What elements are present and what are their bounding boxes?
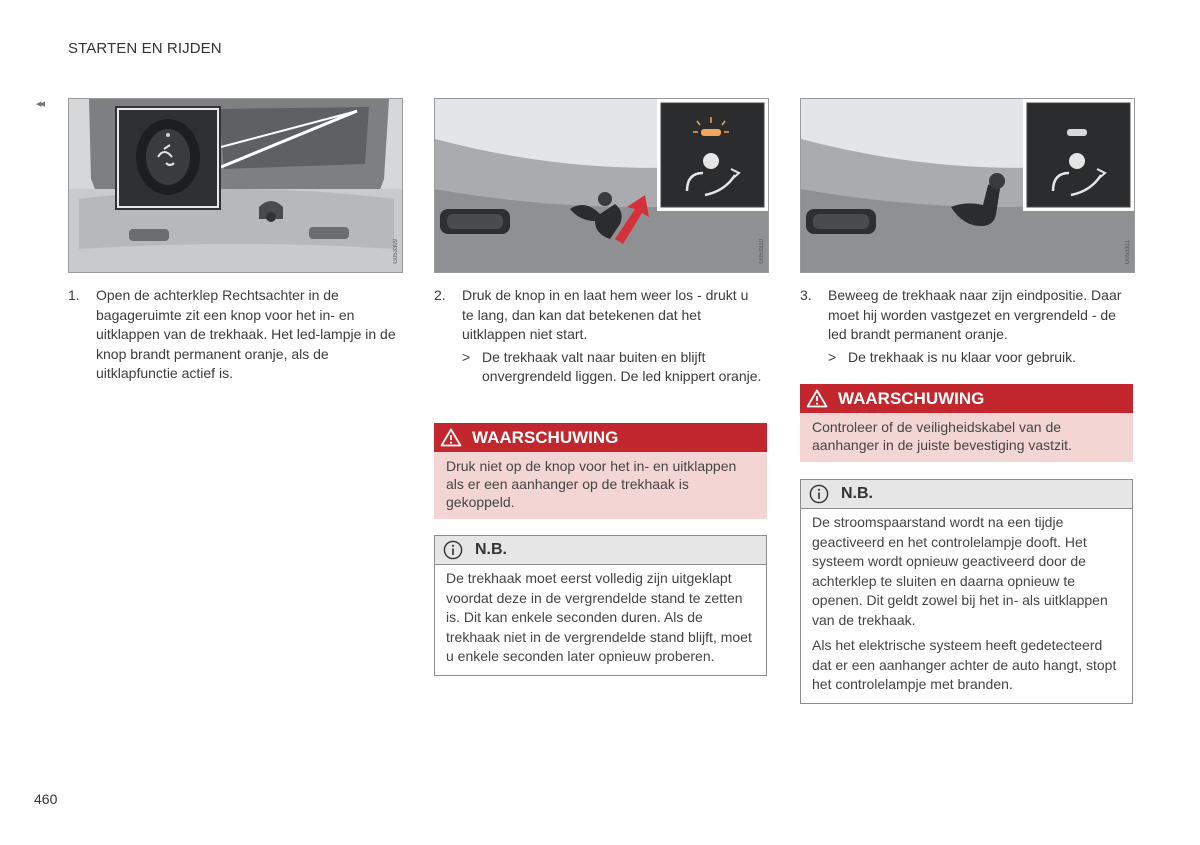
figure-2-towbar-unfold <box>434 98 769 273</box>
note-body <box>435 565 766 675</box>
step-text: Open de achterklep Rechtsachter in de bagageruimte zit een knop voor het in- en uitklappen van de trekhaak. Het led-lampje in de knop brandt permanent oranje, als de uitklapfunctie actief is. <box>96 287 396 381</box>
page-number: 460 <box>34 791 58 807</box>
note-box-2 <box>800 479 1133 704</box>
warning-text: Druk niet op de knop voor het in- en uitklappen als er een aanhanger op de trekhaak is gekoppeld. <box>446 458 737 510</box>
nav-back-icon[interactable]: ◂◂ <box>36 98 44 110</box>
result-text: De trekhaak is nu klaar voor gebruik. <box>848 348 1076 365</box>
figure-1-trunk-button <box>68 98 403 273</box>
warning-box-2 <box>800 384 1133 462</box>
step-text: Druk de knop in en laat hem weer los - drukt u te lang, dan kan dat betekenen dat het uitklappen niet start. <box>462 287 749 342</box>
step-number: 2. <box>434 287 446 303</box>
step-number: 3. <box>800 287 812 303</box>
note-paragraph: De stroomspaarstand wordt na een tijdje geactiveerd en het controlelampje dooft. Het systeem wordt opnieuw geactiveerd door de achterklep te sluiten en daarna opnieuw te openen. Dit geldt zowel bij het in- als uitklappen van de trekhaak. <box>812 514 1108 628</box>
figure-code: G053309 <box>393 239 399 264</box>
step-column-1 <box>68 286 401 384</box>
result-text: De trekhaak valt naar buiten en blijft onvergrendeld liggen. De led knippert oranje. <box>482 348 762 384</box>
note-header <box>801 480 1132 509</box>
result-marker: > <box>462 348 471 365</box>
figure-code: G053311 <box>1125 239 1131 264</box>
note-header <box>435 536 766 565</box>
figure-code: G053310 <box>759 239 765 264</box>
info-circle-icon <box>809 484 829 504</box>
step-3-result <box>800 348 1133 368</box>
warning-text: Controleer of de veiligheidskabel van de aanhanger in de juiste bevestiging vastzit. <box>812 419 1072 453</box>
step-1 <box>68 286 401 384</box>
step-column-2 <box>434 286 767 387</box>
note-box-1 <box>434 535 767 676</box>
note-paragraph: De trekhaak moet eerst volledig zijn uitgeklapt voordat deze in de vergrendelde stand te zetten is. Dit kan enkele seconden duren. Als de trekhaak niet in de vergrendelde stand blijft, moet u enkele seconden later opnieuw proberen. <box>446 570 752 664</box>
warning-header <box>800 384 1133 413</box>
note-paragraph: Als het elektrische systeem heeft gedetecteerd dat er een aanhanger achter de auto hangt, stopt het controlelampje met branden. <box>812 637 1117 692</box>
step-text: Beweeg de trekhaak naar zijn eindpositie. Daar moet hij worden vastgezet en vergrendeld - de led brandt permanent oranje. <box>828 287 1122 342</box>
warning-header <box>434 423 767 452</box>
step-column-3 <box>800 286 1133 367</box>
step-number: 1. <box>68 287 80 303</box>
warning-title: WAARSCHUWING <box>472 427 619 447</box>
note-body <box>801 509 1132 703</box>
note-title: N.B. <box>841 485 873 502</box>
info-circle-icon <box>443 540 463 560</box>
step-3 <box>800 286 1133 345</box>
warning-triangle-icon <box>440 428 462 447</box>
result-marker: > <box>828 348 837 365</box>
step-2-result <box>434 348 767 387</box>
section-title: STARTEN EN RIJDEN <box>68 40 222 57</box>
warning-triangle-icon <box>806 389 828 408</box>
warning-box-1 <box>434 423 767 519</box>
warning-title: WAARSCHUWING <box>838 388 985 408</box>
figure-3-towbar-locked <box>800 98 1135 273</box>
step-2 <box>434 286 767 345</box>
note-title: N.B. <box>475 541 507 558</box>
